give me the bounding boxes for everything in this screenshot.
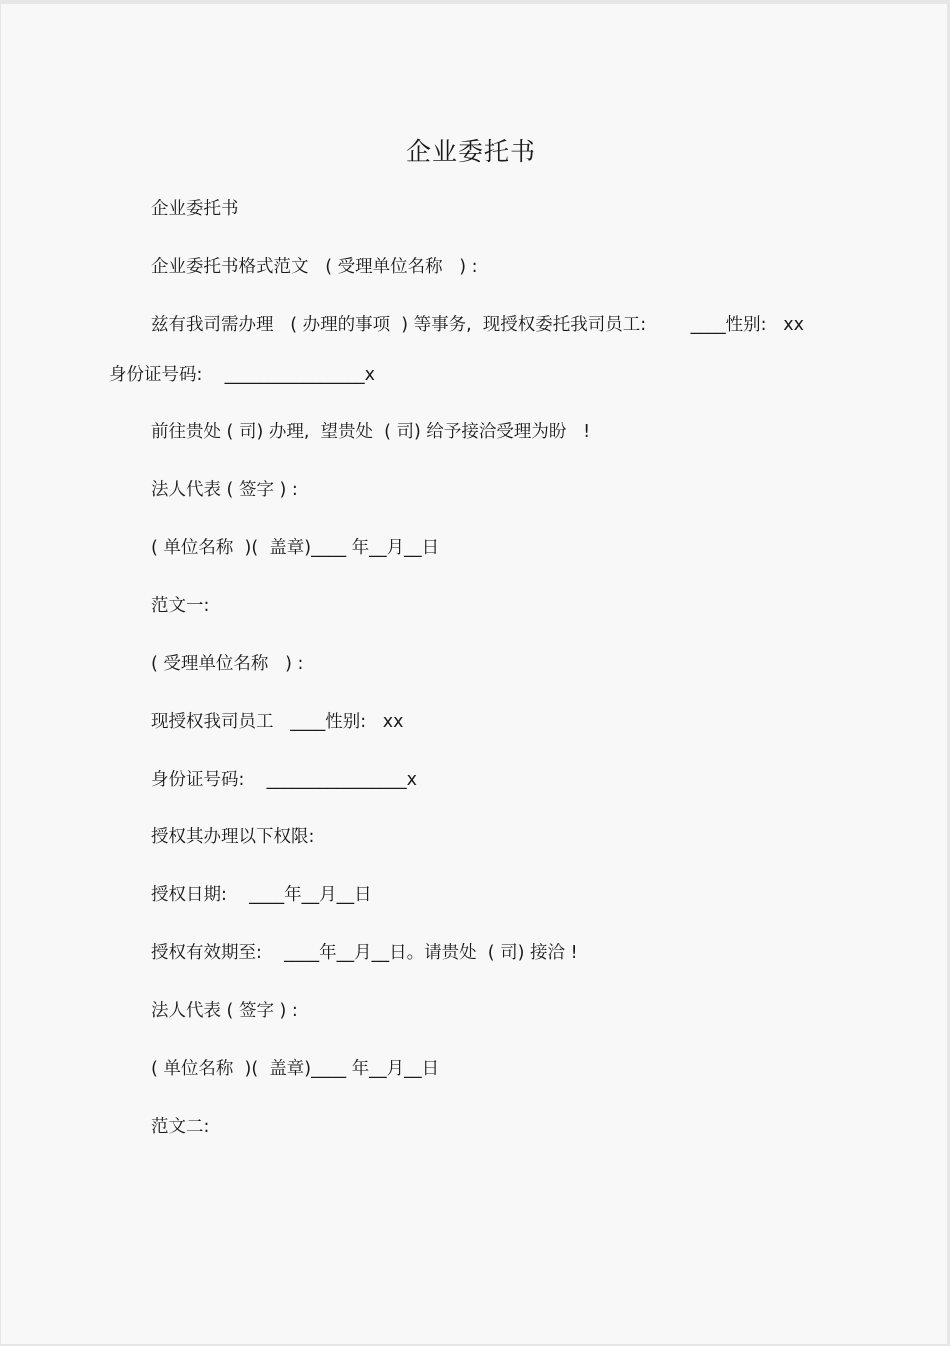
paragraph-valid-until: 授权有效期至: ____年__月__日。请贵处 ( 司) 接洽 !: [151, 943, 578, 963]
document-page: [1, 4, 947, 1344]
paragraph-legal-rep-2: 法人代表 ( 签字 ) :: [151, 1001, 298, 1021]
paragraph-seal-date-2: ( 单位名称 )( 盖章)____ 年__月__日: [151, 1059, 440, 1079]
paragraph-recipient: ( 受理单位名称 ) :: [151, 654, 304, 674]
paragraph-id-number-2: 身份证号码: ________________x: [151, 770, 418, 790]
paragraph-auth-date: 授权日期: ____年__月__日: [151, 885, 372, 905]
paragraph-format-intro: 企业委托书格式范文 ( 受理单位名称 ) :: [151, 257, 478, 277]
paragraph-sample-two: 范文二:: [151, 1117, 210, 1137]
paragraph-id-number: 身份证号码: ________________x: [109, 365, 376, 385]
paragraph-request: 前往贵处 ( 司) 办理, 望贵处 ( 司) 给予接洽受理为盼 !: [151, 422, 591, 442]
paragraph-sample-one: 范文一:: [151, 596, 210, 616]
paragraph-permissions: 授权其办理以下权限:: [151, 827, 315, 847]
paragraph-legal-rep: 法人代表 ( 签字 ) :: [151, 480, 298, 500]
document-title: 企业委托书: [405, 137, 536, 166]
paragraph-seal-date: ( 单位名称 )( 盖章)____ 年__月__日: [151, 538, 440, 558]
paragraph-authorization: 兹有我司需办理 ( 办理的事项 ) 等事务, 现授权委托我司员工: ____性别: xx: [151, 315, 804, 335]
paragraph-employee: 现授权我司员工 ____性别: xx: [151, 712, 404, 732]
paragraph-heading: 企业委托书: [151, 199, 239, 219]
